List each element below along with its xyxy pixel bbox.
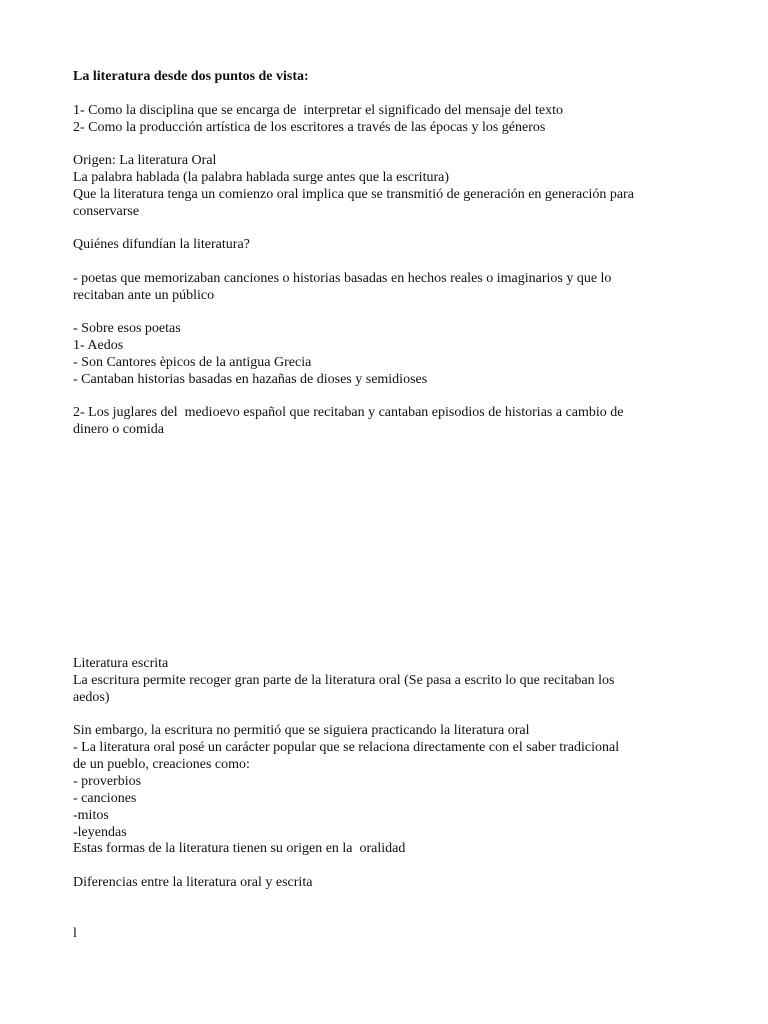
point-1: 1- Como la disciplina que se encarga de interpretar el significado del mensaje del texto [73,103,563,118]
who-answer-b: recitaban ante un público [73,288,215,303]
list-item: - canciones [73,791,137,806]
poets-item-1a: - Son Cantores èpicos de la antigua Grecia [73,355,312,370]
written-line-3a: - La literatura oral posé un carácter popular que se relaciona directamente con el saber tradicional [73,740,620,755]
origin-line-2b: conservarse [73,204,140,219]
list-item: -leyendas [73,825,127,840]
poets-item-1: 1- Aedos [73,338,124,353]
point-2: 2- Como la producción artística de los escritores a través de las épocas y los géneros [73,120,546,135]
written-line-3b: de un pueblo, creaciones como: [73,757,250,772]
origin-heading: Origen: La literatura Oral [73,153,217,168]
footer-mark: l [73,926,77,941]
origin-line-2a: Que la literatura tenga un comienzo oral implica que se transmitió de generación en generación para [73,187,634,202]
who-question: Quiénes difundían la literatura? [73,237,250,252]
list-item: -mitos [73,808,109,823]
written-heading: Literatura escrita [73,656,169,671]
written-line-1a: La escritura permite recoger gran parte de la literatura oral (Se pasa a escrito lo que recitaban los [73,673,615,688]
written-line-2: Sin embargo, la escritura no permitió que se siguiera practicando la literatura oral [73,723,530,738]
poets-item-2b: dinero o comida [73,422,164,437]
differences-heading: Diferencias entre la literatura oral y escrita [73,875,313,890]
who-answer-a: - poetas que memorizaban canciones o historias basadas en hechos reales o imaginarios y que lo [73,271,612,286]
poets-item-2a: 2- Los juglares del medioevo español que recitaban y cantaban episodios de historias a cambio de [73,405,624,420]
written-line-1b: aedos) [73,690,110,705]
document-title: La literatura desde dos puntos de vista: [73,69,309,84]
poets-intro: - Sobre esos poetas [73,321,181,336]
written-closing: Estas formas de la literatura tienen su origen en la oralidad [73,841,406,856]
poets-item-1b: - Cantaban historias basadas en hazañas de dioses y semidioses [73,372,428,387]
list-item: - proverbios [73,774,142,789]
origin-line-1: La palabra hablada (la palabra hablada surge antes que la escritura) [73,170,449,185]
